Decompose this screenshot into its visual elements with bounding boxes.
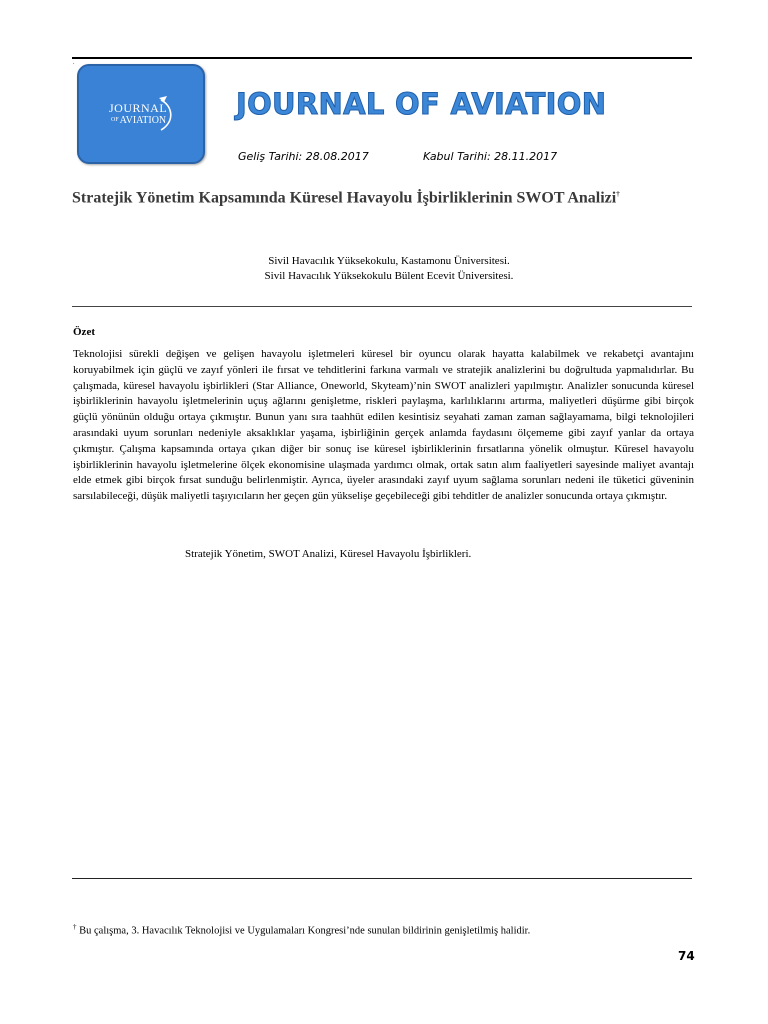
article-title (72, 184, 712, 208)
affiliation-2: Sivil Havacılık Yüksekokulu Bülent Ecevit Üniversitesi. (264, 270, 514, 282)
header-rule (72, 57, 692, 59)
accepted-date: Kabul Tarihi: 28.11.2017 (423, 150, 558, 163)
journal-title: JOURNAL OF AVIATION (236, 87, 607, 121)
footnote-divider (72, 878, 692, 879)
article-title-text: Stratejik Yönetim Kapsamında Küresel Havayolu İşbirliklerinin SWOT Analizi (72, 189, 617, 207)
corner-mark: . (73, 60, 75, 66)
footnote-text: Bu çalışma, 3. Havacılık Teknolojisi ve Uygulamaları Kongresi’nde sunulan bildirinin genişletilmiş halidir. (76, 925, 531, 937)
logo-wordmark (109, 96, 179, 136)
abstract-heading: Özet (73, 326, 95, 338)
logo-journal-text: JOURNAL (109, 101, 168, 115)
affiliation-1: Sivil Havacılık Yüksekokulu, Kastamonu Üniversitesi. (268, 255, 510, 267)
received-date: Geliş Tarihi: 28.08.2017 (238, 150, 369, 163)
abstract-body (73, 347, 694, 505)
logo-aviation-word: AVIATION (119, 115, 167, 126)
abstract-text: Teknolojisi sürekli değişen ve gelişen havayolu işletmeleri küresel bir oyuncu olarak hayatta kalabilmek ve rekabetçi avantajını koruyabilmek için güçlü ve zayıf yönleri ile fırsat ve tehditlerini farkına varmalı ve stratejik analizlerini bu doğrultuda yapmalıdırlar. Bu çalışmada, küresel havayolu işbirlikleri (Star Alliance, Oneworld, Skyteam)’nin SWOT analizleri yapılmıştır. Analizler sonucunda küresel işbirliklerinin havayolu işletmelerinin uçuş ağlarını genişletme, riskleri paylaşma, karlılıklarını artırma, maliyetleri düşürme gibi birçok güçlü yönünün olduğu ortaya çıkmıştır. Bunun yanı sıra taahhüt edilen kesintisiz seyahati zaman zaman sağlayamama, bilgi teknolojileri arasındaki uyum sorunları nedeniyle aksaklıklar yaşama, işbirliğinin gerçek anlamda faydasını ölçememe gibi zayıf yanlar da ortaya çıkmıştır. Çalışma kapsamında ortaya çıkan diğer bir sonuç ise küresel işbirliklerinin fırsatlarına yönelik olmuştur. Küresel havayolu işbirliklerinin havayolu işletmelerine ölçek ekonomisine ulaşmada yardımcı olmak, ortak satın alım faaliyetleri sayesinde maliyet avantajı elde etmek gibi birçok fırsat sunduğu belirlenmiştir. Ayrıca, üyeler arasındaki zayıf uyum sağlama sorunları nedeni ile tüketici güveninin sarsılabileceği, düşük maliyetli taşıyıcıların her geçen gün yükselişe geçebileceği gibi tehditler de analizler sonucunda ortaya çıkmıştır. (73, 348, 694, 503)
page-number: 74 (678, 949, 695, 963)
section-divider (72, 306, 692, 307)
keywords: Stratejik Yönetim, SWOT Analizi, Küresel Havayolu İşbirlikleri. (185, 548, 472, 560)
logo-aviation-text (111, 115, 166, 126)
logo-of-text: OF (111, 117, 119, 123)
journal-logo (77, 64, 205, 164)
footnote (73, 921, 530, 938)
title-footnote-mark: † (616, 190, 620, 198)
footnote-mark: † (73, 923, 77, 931)
